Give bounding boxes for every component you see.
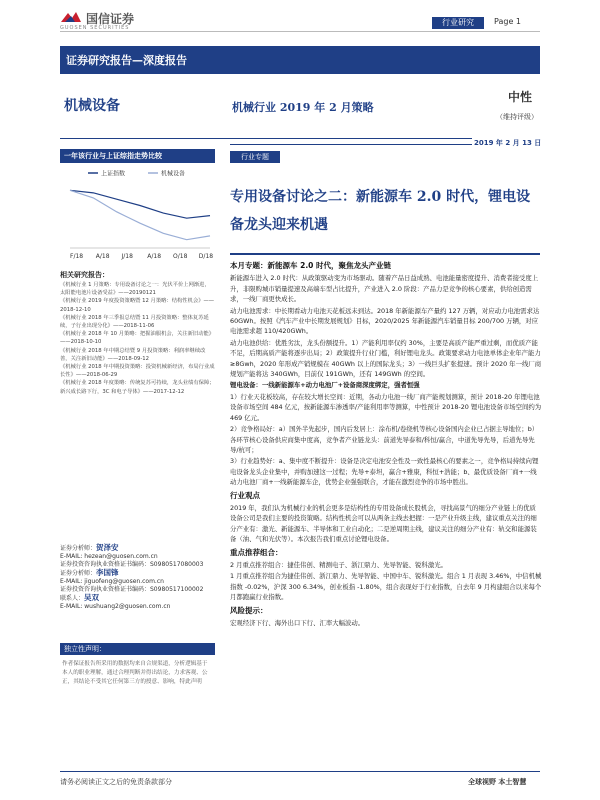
- section-heading: 风险提示：: [230, 605, 268, 615]
- logo-subtext: GUOSEN SECURITIES: [60, 25, 130, 31]
- related-report-item[interactable]: 《机械行业 2018 年中期总结暨 9 月投资策略：利润率继续改善，关注新旧动能》——2018-09-12: [60, 347, 206, 362]
- main-title: 专用设备讨论之二：新能源车 2.0 时代，锂电设备龙头迎来机遇: [230, 189, 531, 233]
- logo-text: 国信证券: [86, 12, 135, 26]
- main-body: [230, 258, 542, 629]
- x-tick-label: F/18: [70, 253, 84, 260]
- analyst-role: 证券分析师：: [60, 545, 97, 552]
- main-title-divider: [230, 253, 540, 255]
- related-report-item[interactable]: 《机械行业 2018 年中期投资策略：投资机械新经济，布局行业成长性》——2018-06-29: [60, 364, 215, 379]
- x-tick-label: A/18: [95, 253, 110, 260]
- paragraph: 2）竞争格局好：a）国外半先起步，国内后发居上：涂布机/卷绕机等核心设备国内企业已占据主导地位；b）各环节核心设备供应商集中度高，竞争者产业链龙头：前道先导泰和/科恒/赢合，中道先导先导，后道先导先导/杭可；: [230, 425, 539, 454]
- rating: 中性: [508, 90, 533, 104]
- paragraph-bold: 锂电设备：一线新能源车+动力电池厂+设备商深度绑定，强者恒强: [230, 381, 420, 390]
- title-divider: [60, 138, 540, 139]
- footer-divider: [60, 771, 540, 772]
- analyst-email[interactable]: E-MAIL: hezean@guosen.com.cn: [60, 553, 158, 560]
- header-tag: 行业研究: [432, 17, 484, 29]
- related-report-item[interactable]: 《机械行业 2018 年 10 月策略：把握油服机会，关注新旧动能》——2018-10-10: [60, 331, 215, 346]
- independence-text: 作者保证报告所采用的数据均来自合规渠道，分析逻辑基于本人的职业理解，通过合理判断并得出结论，力求客观、公正，其结论不受其它任何第三方的授意、影响，特此声明: [62, 661, 208, 686]
- header-divider: [60, 31, 540, 32]
- report-title: 机械行业 2019 年 2 月策略: [232, 101, 374, 114]
- paragraph: 3）行业趋势好：a、集中度不断提升：设备是决定电池安全性及一致性最核心的要素之一，竞争格局持续向锂电设备龙头企业集中，并购加速这一过程；先导+泰坦，赢合+雅康，科恒+浩能；b、最优质设备厂商+一线动力电池厂商+一线新能源车企，优势企业强强联合，才能在激烈竞争的市场中胜出。: [230, 457, 539, 487]
- related-report-item[interactable]: 《机械行业 2018 年三季报总结暨 11 月投资策略：整体复苏延续，子行业出现分化》——2018-11-06: [60, 314, 209, 330]
- paragraph: 动力电池需求：中长期看动力电池天花板远未到达。2018 年新能源车产量约 127 万辆，对应动力电池需求达 60GWh。按照《汽车产业中长期发展规划》目标，2020/2025 年新能源汽车销量目标 200/700 万辆，对应电池需求超 110/420GWh。: [230, 306, 540, 336]
- analyst-name: 贺泽安: [96, 543, 119, 552]
- section-heading: 行业观点: [230, 490, 260, 500]
- related-report-item[interactable]: 《机械行业 2019 年度投资策略暨 12 月策略：结构性机会》——2018-12-10: [60, 298, 215, 313]
- comparison-chart: [60, 166, 215, 264]
- contact-role: 联系人：: [60, 595, 85, 602]
- sector-name: 机械设备: [64, 98, 120, 114]
- paragraph: 2019 年，我们认为机械行业的机会更多是结构性的专用设备成长股机会，寻找高景气的细分产业链上的优质设备公司是我们主要的投资策略。结构性机会可以从两条主线去把握：一是产业升级主线，建议重点关注的细分产业有：激光、新能源车、半导体和工业自动化；二是逆周期主线，建议关注的细分产业有：轨交和能源装备（油、气和光伏等）。本次报告我们重点讨论锂电设备。: [230, 503, 537, 544]
- analyst-cert: 证券投资咨询执业资格证书编码：S0980517080003: [60, 561, 204, 568]
- analyst-cert: 证券投资咨询执业资格证书编码：S0980517100002: [60, 586, 204, 593]
- paragraph: 动力电池供给：优胜劣汰，龙头份额提升。1）产能利用率仅约 30%，主要是高质产能严重过剩，而优质产能不足，后期高质产能将逐步出局；2）政策提升行业门槛，利好锂电龙头。政策要求动力电池单体企业年产能力 ≥8Gwh，2020 年形成产销规模在 40GWh 以上的国际龙头；3）一线巨头扩张提速。预计 2020 年一线厂商规划产能将达 340GWh，目前仅 191GWh，还有 149GWh 的空间。: [230, 338, 542, 379]
- paragraph: 2 月重点推荐组合：捷佳伟创、精测电子、浙江鼎力、先导智能、锐科激光。: [230, 560, 447, 569]
- footer-disclaimer: 请务必阅读正文之后的免责条款部分: [60, 778, 172, 786]
- footer-slogan: 全球视野 本土智慧: [468, 778, 527, 786]
- banner-title: 证券研究报告—深度报告: [66, 54, 187, 67]
- independence-heading: 独立性声明：: [60, 643, 215, 655]
- paragraph: 宏观经济下行、海外出口下行、汇率大幅波动。: [230, 619, 365, 627]
- report-date: 2019 年 2 月 13 日: [474, 139, 542, 147]
- related-reports-list: [60, 281, 215, 396]
- x-tick-label: J/18: [121, 253, 133, 260]
- section-tag: 行业专题: [230, 151, 280, 163]
- analyst-role: 证券分析师：: [60, 570, 97, 577]
- paragraph: 新能源车进入 2.0 时代：从政策驱动变为市场驱动。随着产品日益成熟、电池能量密度提升、消费者接受度上升，非限购城市销量提速及高端车型占比提升，产业进入 2.0 阶段：产品力是竞争的核心要素，供给创造需求，一线厂商更快成长。: [230, 274, 539, 304]
- related-report-item[interactable]: 《机械行业 2018 年度策略：传统复苏可持续，龙头业绩有保障；新兴成长路下行，3C 和电子导体》——2017-12-12: [60, 380, 215, 395]
- series-line: [70, 190, 210, 239]
- related-reports-title: 相关研究报告：: [60, 271, 109, 279]
- analyst-name: 李国锋: [96, 568, 119, 577]
- contact-email[interactable]: E-MAIL: wushuang2@guosen.com.cn: [60, 603, 171, 610]
- section-heading: 重点推荐组合：: [230, 547, 283, 557]
- legend-label: 机械设备: [161, 170, 186, 178]
- series-line: [70, 190, 210, 218]
- x-tick-label: A/18: [147, 253, 162, 260]
- section-heading: 本月专题：新能源车 2.0 时代，聚焦龙头产业链: [230, 261, 392, 270]
- paragraph: 1）行业天花板较高，存在较大增长空间：近期，各动力电池一线厂商产能规划测算，预计 2018-20 年锂电池设备市场空间 484 亿元，按新能源车渗透率/产能利用率等测算，中性预计 2018-20 锂电池设备市场空间约为 469 亿元。: [230, 392, 542, 422]
- x-tick-label: D/18: [198, 253, 214, 260]
- related-report-item[interactable]: 《机械行业 1 月策略：专用设备讨论之一：光伏平价上网渐进，太阳能电池片设备受益》——20190121: [60, 282, 210, 297]
- guosen-logo-icon: [60, 10, 82, 24]
- rating-note: （维持评级）: [496, 113, 538, 121]
- legend-label: 上证指数: [101, 170, 126, 178]
- x-tick-label: O/18: [173, 253, 188, 260]
- chart-heading: 一年该行业与上证综指走势比较: [60, 149, 215, 163]
- page-number: Page 1: [494, 17, 521, 26]
- contact-name: 吴双: [84, 593, 100, 602]
- analyst-email[interactable]: E-MAIL: jiguofeng@guosen.com.cn: [60, 578, 164, 585]
- analyst-contacts: [60, 544, 220, 611]
- paragraph: 1 月重点推荐组合为捷佳伟创、浙江鼎力、先导智能、中国中车、锐科激光。组合 1 月表现 3.46%，中信机械指数 -0.02%，沪深 300 6.34%，创业板指 -1.80%，组合表现好于行业指数，自去年 9 月构建组合以来每个月都跑赢行业指数。: [230, 572, 542, 602]
